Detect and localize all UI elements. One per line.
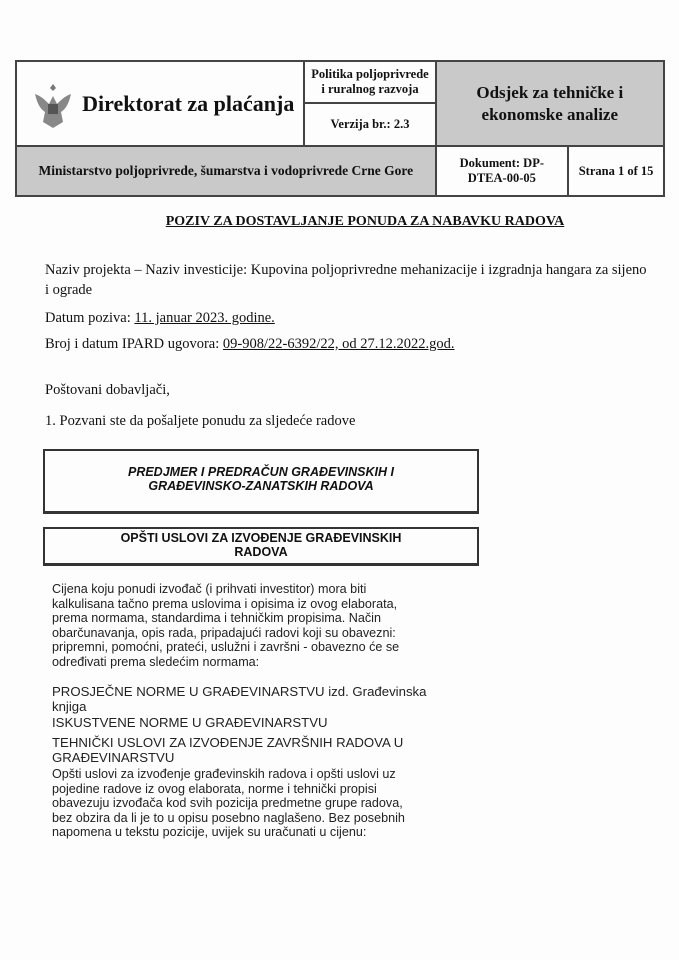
date-label: Datum poziva: [45, 310, 135, 326]
box2-line: OPŠTI USLOVI ZA IZVOĐENJE GRAĐEVINSKIH [120, 531, 402, 545]
project-label: Naziv projekta – Naziv investicije: [45, 262, 251, 278]
document-header-table [15, 60, 665, 197]
text-line: knjiga [52, 699, 87, 714]
date-line [45, 310, 275, 327]
item-1: 1. Pozvani ste da pošaljete ponudu za sljedeće radove [45, 413, 356, 429]
text-line: kalkulisana tačno prema uslovima i opisima iz ovog elaborata, [52, 596, 398, 611]
coat-of-arms-icon [31, 80, 75, 130]
text-line: određivati prema sledećim normama: [52, 654, 260, 669]
text-line: obavezuju izvođača kod svih pozicija predmetne grupe radova, [52, 796, 403, 810]
contract-value: 09-908/22-6392/22, od 27.12.2022.god. [222, 336, 455, 352]
ministry-cell [16, 146, 436, 196]
department-cell [436, 61, 664, 146]
document-number: Dokument: DP-DTEA-00-05 [459, 156, 545, 185]
ministry-text: Ministarstvo poljoprivrede, šumarstva i vodoprivrede Crne Gore [38, 163, 414, 178]
text-line: bez obzira da li je to u opisu posebno naglašeno. Bez posebnih [52, 810, 405, 825]
page-number: Strana 1 of 15 [578, 163, 654, 178]
contract-label: Broj i datum IPARD ugovora: [45, 336, 223, 352]
text-line: Cijena koju ponudi izvođač (i prihvati investitor) mora biti [52, 582, 367, 596]
department-text: Odsjek za tehničke i ekonomske analize [476, 82, 624, 124]
bill-of-quantities-box [43, 449, 479, 514]
box1-line: PREDJMER I PREDRAČUN GRAĐEVINSKIH I [127, 465, 394, 479]
version-cell [304, 103, 435, 146]
text-line: Opšti uslovi za izvođenje građevinskih radova i opšti uslovi uz [52, 767, 396, 781]
text-line: pojedine radove iz ovog elaborata, norme i tehnički propisi [52, 781, 377, 796]
project-line [45, 262, 647, 279]
project-line-cont: i ograde [45, 282, 93, 298]
org-name: Direktorat za plaćanja [82, 90, 295, 116]
text-line: obarčunavanja, opis rada, pripadajući radovi koji su obavezni: [52, 625, 396, 640]
norm-3 [52, 735, 403, 765]
greeting: Poštovani dobavljači, [45, 382, 170, 398]
text-line: pripremni, pomoćni, prateći, uslužni i završni - obavezno će se [52, 640, 400, 654]
text-line: TEHNIČKI USLOVI ZA IZVOĐENJE ZAVRŠNIH RADOVA U [52, 735, 404, 750]
org-cell [16, 61, 304, 146]
norm-1 [52, 684, 426, 714]
policy-text: Politika poljoprivrede i ruralnog razvoja [311, 67, 429, 96]
box2-line: RADOVA [234, 545, 288, 559]
contract-line [45, 336, 455, 353]
policy-cell [304, 61, 435, 103]
norm-2: ISKUSTVENE NORME U GRAĐEVINARSTVU [52, 715, 328, 730]
general-conditions-box [43, 527, 479, 566]
page-title: POZIV ZA DOSTAVLJANJE PONUDA ZA NABAVKU RADOVA [165, 214, 565, 229]
box1-line: GRAĐEVINSKO-ZANATSKIH RADOVA [148, 479, 374, 493]
page-cell [568, 146, 664, 196]
document-cell [436, 146, 569, 196]
text-line: napomena u tekstu pozicije, uvijek su uračunati u cijenu: [52, 825, 367, 839]
date-value: 11. januar 2023. godine. [134, 310, 275, 326]
text-line: prema normama, standardima i tehničkim propisima. Način [52, 611, 381, 625]
version-text: Verzija br.: 2.3 [330, 117, 410, 131]
project-value: Kupovina poljoprivredne mehanizacije i izgradnja hangara za sijeno [250, 262, 647, 278]
paragraph-2 [52, 767, 405, 840]
text-line: GRAĐEVINARSTVU [52, 750, 175, 765]
text-line: PROSJEČNE NORME U GRAĐEVINARSTVU izd. Građevinska [52, 684, 427, 699]
paragraph-1 [52, 582, 399, 669]
